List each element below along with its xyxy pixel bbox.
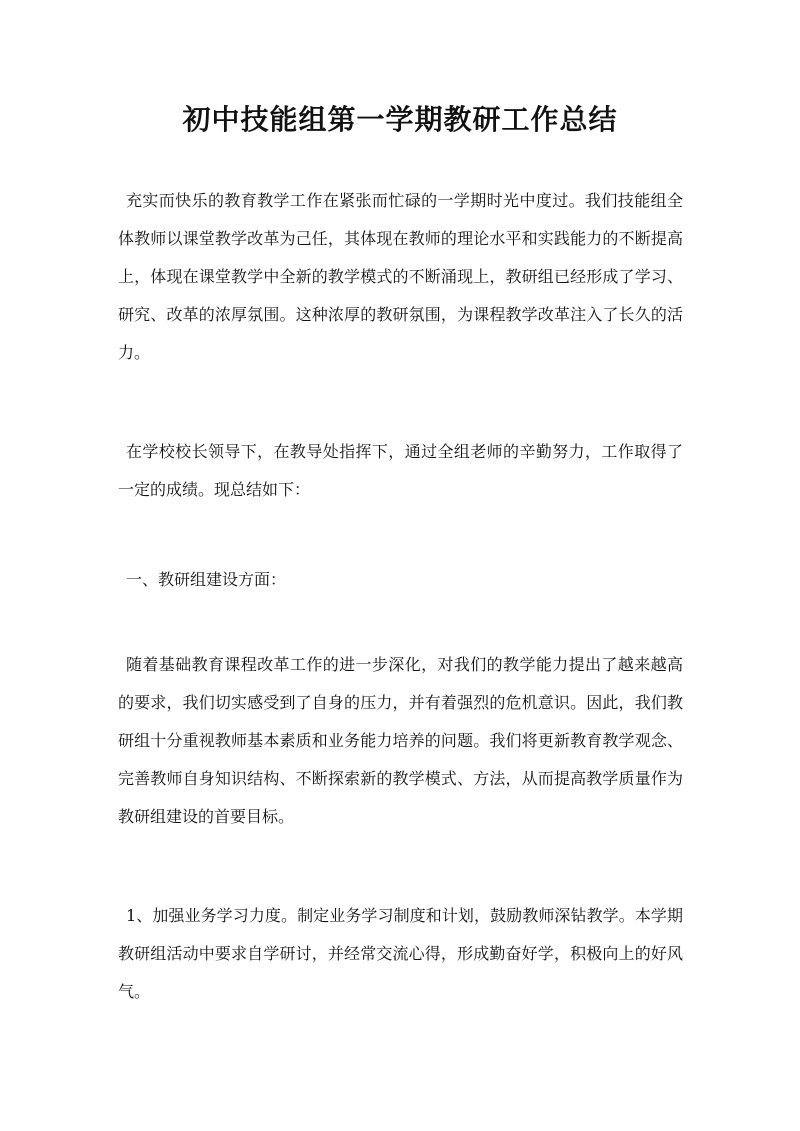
paragraph-intro: 充实而快乐的教育教学工作在紧张而忙碌的一学期时光中度过。我们技能组全体教师以课堂教学改革为己任，其体现在教师的理论水平和实践能力的不断提高上，体现在课堂教学中全新的教学模式的不断涌现上，教研组已经形成了学习、研究、改革的浓厚氛围。这种浓厚的教研氛围，为课程教学改革注入了长久的活力。 [118, 191, 683, 362]
paragraph-leadership: 在学校校长领导下，在教导处指挥下，通过全组老师的辛勤努力，工作取得了一定的成绩。现总结如下： [118, 442, 683, 499]
section-heading-group-building: 一、教研组建设方面： [126, 570, 287, 589]
paragraph-group-building: 随着基础教育课程改革工作的进一步深化，对我们的教学能力提出了越来越高的要求，我们切实感受到了自身的压力，并有着强烈的危机意识。因此，我们教研组十分重视教师基本素质和业务能力培养的问题。我们将更新教育教学观念、完善教师自身知识结构、不断探索新的教学模式、方法，从而提高教学质量作为教研组建设的首要目标。 [118, 655, 683, 826]
document-title: 初中技能组第一学期教研工作总结 [182, 103, 618, 136]
paragraph-item-1: 1、加强业务学习力度。制定业务学习制度和计划，鼓励教师深钻教学。本学期教研组活动中要求自学研讨，并经常交流心得，形成勤奋好学，积极向上的好风气。 [118, 906, 683, 1001]
